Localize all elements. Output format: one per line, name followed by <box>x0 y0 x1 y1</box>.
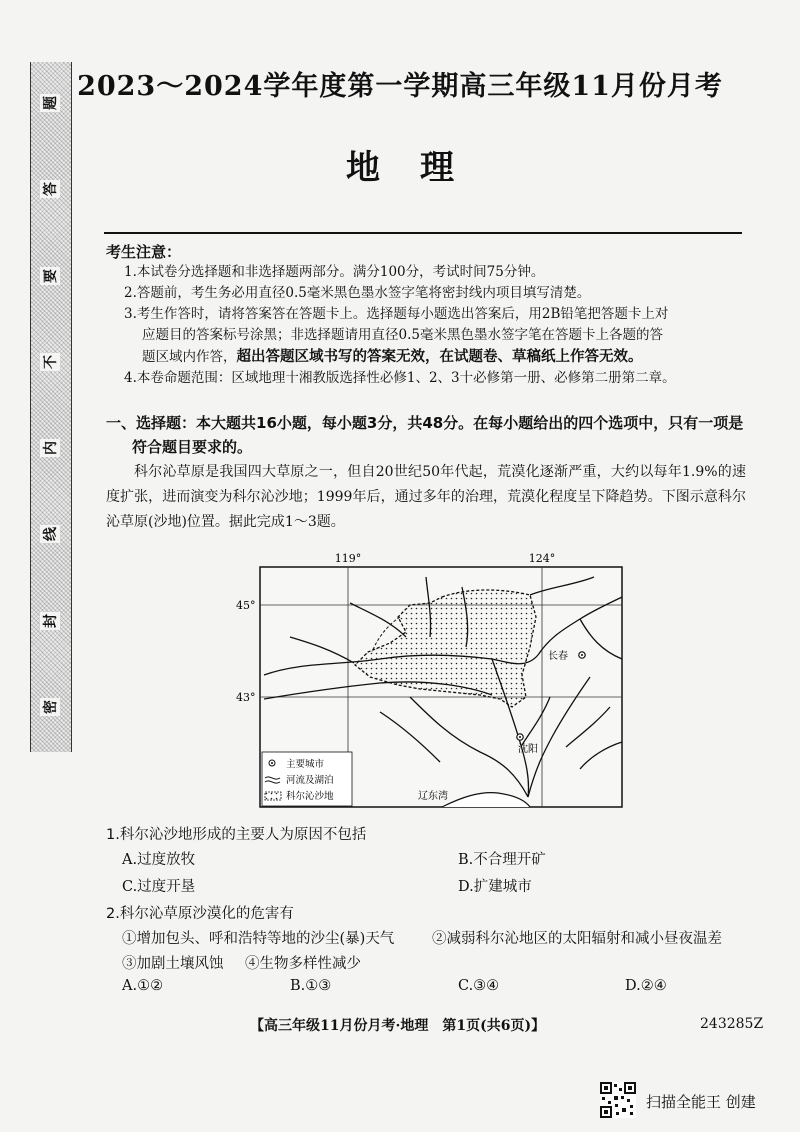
notice-item-cont <box>124 346 748 368</box>
seal-char: 内 <box>40 439 60 457</box>
question-1-option-a: A.过度放牧 <box>122 852 196 868</box>
section-line-2: 符合题目要求的。 <box>132 438 253 456</box>
question-2-statement-3: ③加剧土壤风蚀 <box>122 956 224 972</box>
notice-item-cont: 应题目的答案标号涂黑；非选择题请用直径0.5毫米黑色墨水签字笔在答题卡上各题的答 <box>142 327 663 343</box>
notice-heading: 考生注意： <box>106 243 182 261</box>
seal-char: 不 <box>40 353 60 371</box>
question-1-option-b: B.不合理开矿 <box>458 852 546 868</box>
notice-list <box>124 262 748 389</box>
lon-label-119: 119° <box>334 552 362 565</box>
lat-label-43: 43° <box>236 691 256 704</box>
city-marker-dot <box>519 736 521 738</box>
notice-item-text: 题区域内作答， <box>142 349 237 365</box>
question-1-option-c: C.过度开垦 <box>122 879 196 895</box>
exam-subject: 地理 <box>346 148 494 188</box>
reading-passage <box>106 460 746 535</box>
question-1-stem: 1.科尔沁沙地形成的主要人为原因不包括 <box>106 827 367 843</box>
seal-char: 要 <box>40 267 60 285</box>
question-2-option-b: B.①③ <box>290 978 332 994</box>
legend-sandy-label: 科尔沁沙地 <box>286 791 334 802</box>
header-divider <box>104 232 742 234</box>
seal-char: 答 <box>40 180 60 198</box>
legend-river-label: 河流及湖泊 <box>286 775 334 786</box>
question-2-statement-2: ②减弱科尔沁地区的太阳辐射和减小昼夜温差 <box>432 931 722 947</box>
paper-code: 243285Z <box>700 1016 764 1032</box>
page-footer: 【高三年级11月份月考·地理 第1页(共6页)】 <box>250 1018 546 1034</box>
lon-label-124: 124° <box>528 552 556 565</box>
question-2-option-a: A.①② <box>122 978 164 994</box>
notice-emphasis: 超出答题区域书写的答案无效，在试题卷、草稿纸上作答无效。 <box>236 348 643 365</box>
question-2-option-c: C.③④ <box>458 978 500 994</box>
legend-city-icon-dot <box>271 762 273 764</box>
notice-item: 1.本试卷分选择题和非选择题两部分。满分100分，考试时间75分钟。 <box>124 264 545 280</box>
section-heading <box>106 411 746 459</box>
city-label-changchun: 长春 <box>548 651 568 662</box>
map-legend <box>262 752 352 806</box>
qr-code-icon <box>600 1082 636 1118</box>
legend-sandy-icon <box>265 792 281 800</box>
question-2-stem: 2.科尔沁草原沙漠化的危害有 <box>106 906 294 922</box>
seal-char: 密 <box>40 698 60 716</box>
legend-city-label: 主要城市 <box>286 759 325 770</box>
passage-text: 科尔沁草原是我国四大草原之一，但自20世纪50年代起，荒漠化逐渐严重，大约以每年1.9%的速度扩张，进而演变为科尔沁沙地；1999年后，通过多年的治理，荒漠化程度呈下降趋势。下图示意科尔沁草原(沙地)位置。据此完成1～3题。 <box>106 464 746 530</box>
notice-item: 3.考生作答时，请将答案答在答题卡上。选择题每小题选出答案后，用2B铅笔把答题卡上对 <box>124 306 669 322</box>
horqin-map <box>230 547 630 812</box>
seal-char: 封 <box>40 612 60 630</box>
notice-item: 4.本卷命题范围：区域地理十湘教版选择性必修1、2、3十必修第一册、必修第二册第二章。 <box>124 370 676 386</box>
question-1-option-d: D.扩建城市 <box>458 879 532 895</box>
exam-title: 2023～2024学年度第一学期高三年级11月份月考 <box>77 71 723 102</box>
city-label-shenyang: 沈阳 <box>518 744 538 755</box>
seal-char: 线 <box>40 525 60 543</box>
notice-item: 2.答题前，考生务必用直径0.5毫米黑色墨水签字笔将密封线内项目填写清楚。 <box>124 285 591 301</box>
section-line-1: 一、选择题：本大题共16小题，每小题3分，共48分。在每小题给出的四个选项中，只有一项是 <box>106 414 744 432</box>
question-2-statement-4: ④生物多样性减少 <box>245 956 361 972</box>
bay-label: 辽东湾 <box>418 791 448 802</box>
scanner-label: 扫描全能王 创建 <box>646 1093 756 1111</box>
city-marker-dot <box>581 654 583 656</box>
question-2-option-d: D.②④ <box>625 978 667 994</box>
question-2-statement-1: ①增加包头、呼和浩特等地的沙尘(暴)天气 <box>122 931 395 947</box>
seal-char: 题 <box>40 94 60 112</box>
lat-label-45: 45° <box>236 599 256 612</box>
